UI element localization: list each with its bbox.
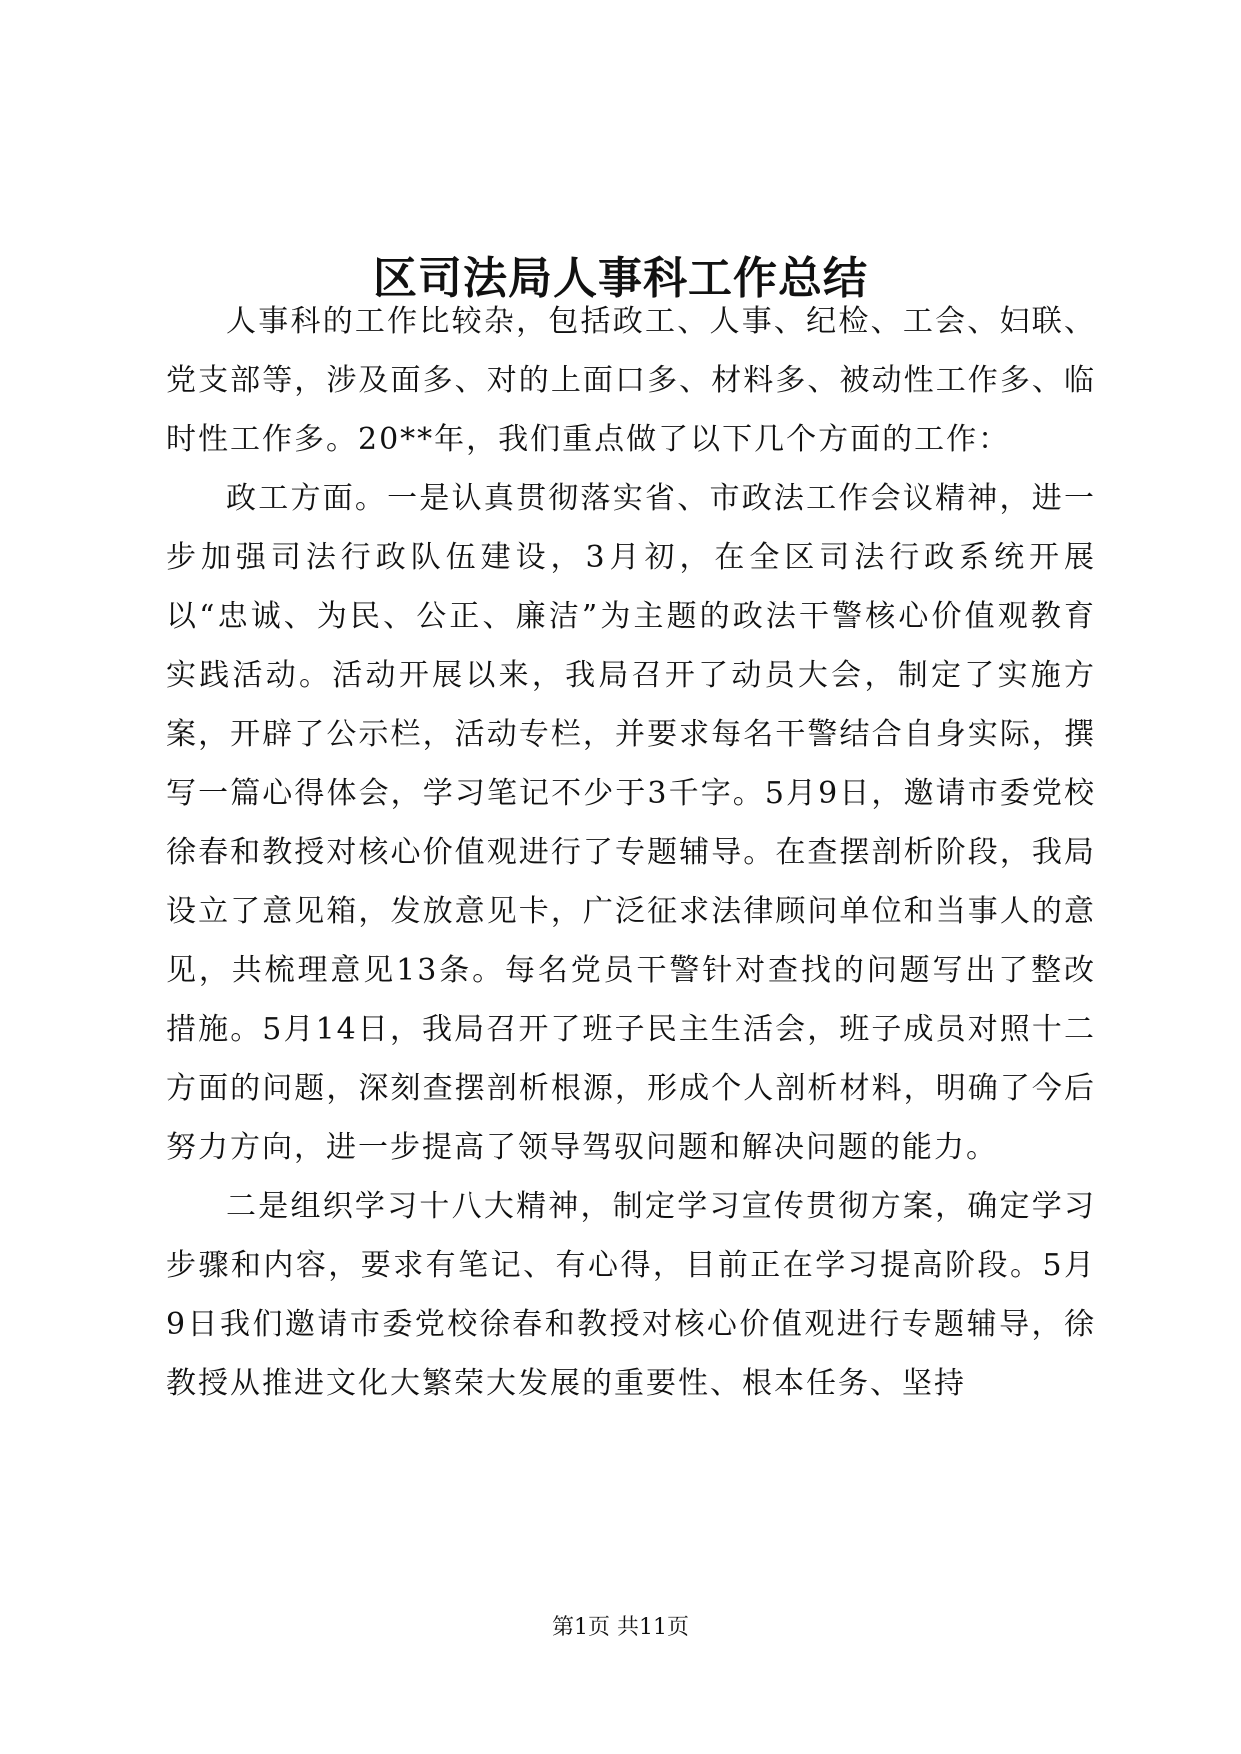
document-body: [166, 292, 1096, 1413]
page-number-footer: 第1页 共11页: [552, 1615, 689, 1640]
paragraph-intro: 人事科的工作比较杂，包括政工、人事、纪检、工会、妇联、党支部等，涉及面多、对的上面口多、材料多、被动性工作多、临时性工作多。20**年，我们重点做了以下几个方面的工作：: [166, 304, 1096, 457]
paragraph-study-18th-congress: 二是组织学习十八大精神，制定学习宣传贯彻方案，确定学习步骤和内容，要求有笔记、有心得，目前正在学习提高阶段。5月9日我们邀请市委党校徐春和教授对核心价值观进行专题辅导，徐教授从推进文化大繁荣大发展的重要性、根本任务、坚持: [166, 1189, 1096, 1401]
paragraph-political-work: 政工方面。一是认真贯彻落实省、市政法工作会议精神，进一步加强司法行政队伍建设，3月初，在全区司法行政系统开展以“忠诚、为民、公正、廉洁”为主题的政法干警核心价值观教育实践活动。活动开展以来，我局召开了动员大会，制定了实施方案，开辟了公示栏，活动专栏，并要求每名干警结合自身实际，撰写一篇心得体会，学习笔记不少于3千字。5月9日，邀请市委党校徐春和教授对核心价值观进行了专题辅导。在查摆剖析阶段，我局设立了意见箱，发放意见卡，广泛征求法律顾问单位和当事人的意见，共梳理意见13条。每名党员干警针对查找的问题写出了整改措施。5月14日，我局召开了班子民主生活会，班子成员对照十二方面的问题，深刻查摆剖析根源，形成个人剖析材料，明确了今后努力方向，进一步提高了领导驾驭问题和解决问题的能力。: [166, 481, 1096, 1165]
document-title: 区司法局人事科工作总结: [373, 253, 868, 305]
